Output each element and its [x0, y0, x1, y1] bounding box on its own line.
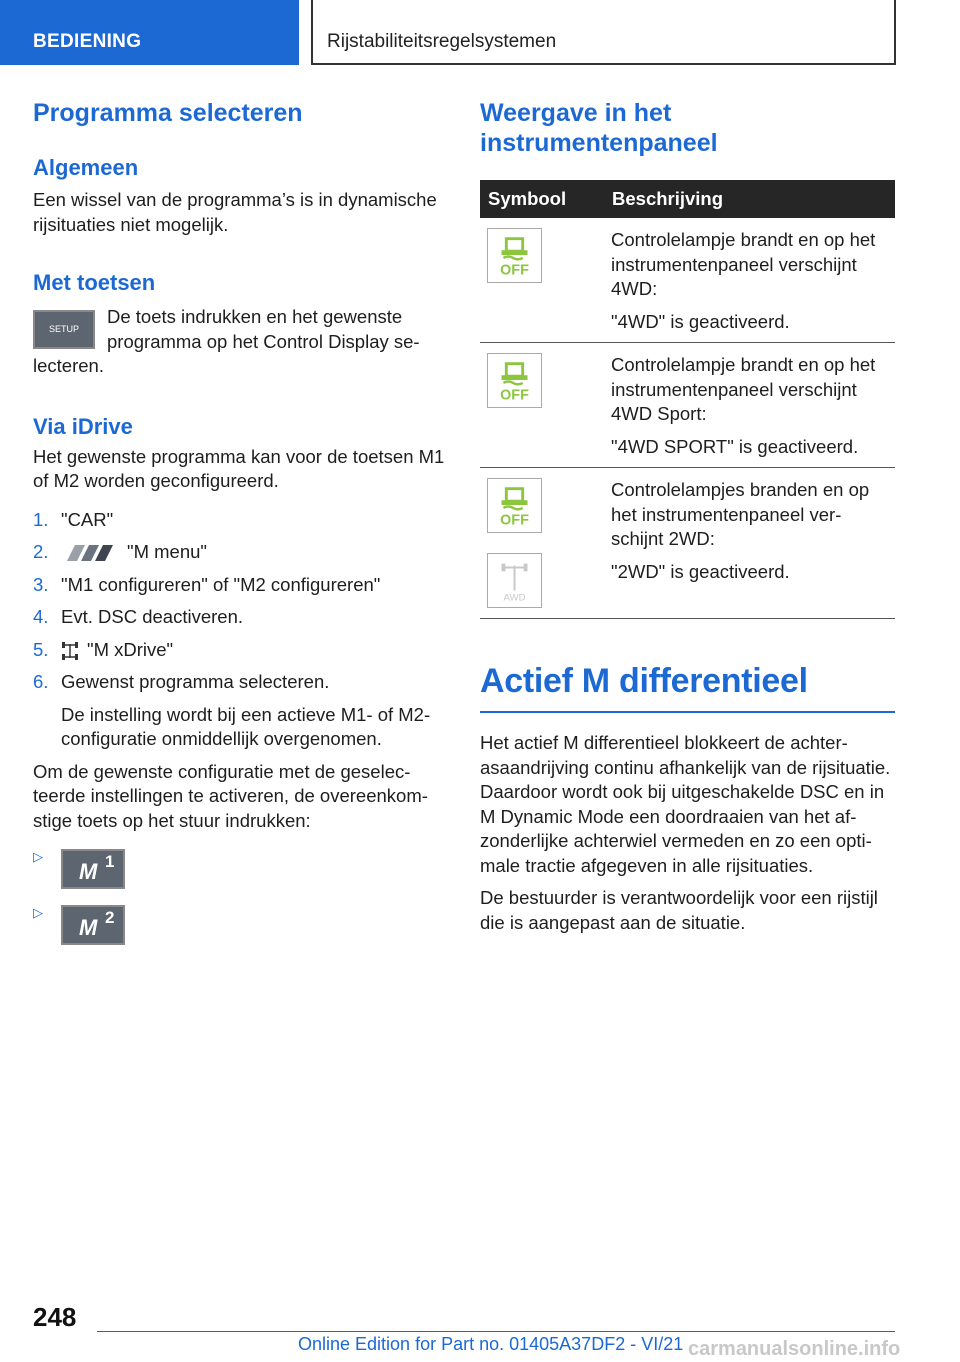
xdrive-icon [61, 641, 79, 661]
svg-text:OFF: OFF [500, 387, 529, 404]
dsc-off-warning-icon [487, 353, 542, 408]
after-text: Om de gewenste configuratie met de geselec‐teerde instellingen te activeren, de overeenkom‐stige toets op het stuur indrukken: [33, 760, 428, 831]
bullet-triangle-icon: ▷ [33, 849, 43, 864]
section-title-display: Weergave in het instrumentenpaneel [480, 99, 718, 157]
step-item: 6. Gewenst programma selecteren. De instelling wordt bij een actieve M1- of M2-configuratie onmiddellijk overgenomen. [33, 670, 448, 752]
table-row [480, 343, 895, 468]
dsc-off-warning-icon [487, 228, 542, 283]
watermark: carmanualsonline.info [688, 1338, 901, 1360]
general-text: Een wissel van de programma’s is in dynamische rijsituaties niet mogelijk. [33, 189, 437, 235]
table-row [480, 468, 895, 619]
row-status: "2WD" is geactiveerd. [611, 560, 790, 582]
step-item: 2. "M menu" [33, 541, 207, 562]
m2-button-icon: M 2 [61, 905, 125, 945]
step-item: 3. "M1 configureren" of "M2 configureren" [33, 573, 381, 595]
col-description: Beschrijving [604, 180, 895, 218]
chapter-label: Rijstabiliteitsregelsystemen [327, 31, 557, 52]
svg-text:OFF: OFF [500, 262, 529, 279]
bullet-m2 [33, 905, 448, 945]
m1-button-icon: M 1 [61, 849, 125, 889]
bullet-triangle-icon: ▷ [33, 905, 43, 920]
dsc-off-warning-icon [487, 478, 542, 533]
svg-text:AWD: AWD [503, 592, 526, 604]
table-header [480, 180, 895, 218]
differential-text: Het actief M differentieel blokkeert de achter‐asaandrijving continu afhankelijk van de rijsituatie. Daardoor wordt ook bij uitgeschakelde DSC en in M Dynamic Mode een doordraaien van het af‐zonderlijke achterwiel vermeden en zo een opti‐male tractie afgegeven in alle rijsituaties. [480, 732, 891, 876]
chapter-tab [311, 0, 896, 65]
row-status: "4WD" is geactiveerd. [611, 310, 790, 332]
svg-text:OFF: OFF [500, 512, 529, 529]
m-stripes-icon [61, 543, 117, 563]
right-column [480, 98, 895, 935]
step-item: 1. "CAR" [33, 508, 114, 530]
page-number: 248 [33, 1302, 77, 1332]
heading-idrive: Via iDrive [33, 413, 133, 439]
section-title-program: Programma selecteren [33, 99, 303, 127]
keys-block [33, 305, 448, 379]
step-item: 4. Evt. DSC deactiveren. [33, 606, 243, 627]
m-buttons [33, 849, 448, 945]
section-title-differential: Actief M differentieel [480, 661, 895, 713]
bullet-m1 [33, 849, 448, 889]
idrive-text: Het gewenste programma kan voor de toetsen M1 of M2 worden geconfigureerd. [33, 445, 445, 491]
keys-text: De toets indrukken en het gewenste programma op het Control Display se‐lecteren. [33, 306, 420, 376]
steps-list [33, 508, 448, 752]
step-note: De instelling wordt bij een actieve M1- of M2-configuratie onmiddellijk overgenomen. [61, 703, 431, 749]
row-status: "4WD SPORT" is geactiveerd. [611, 435, 859, 457]
left-column [33, 98, 448, 961]
row-description: Controlelampje brandt en op het instrumentenpaneel verschijnt 4WD Sport: [611, 354, 876, 424]
table-row [480, 218, 895, 343]
step-item: 5. "M xDrive" [33, 638, 174, 660]
edition-text: Online Edition for Part no. 01405A37DF2 - VI/21 [298, 1334, 684, 1354]
awd-drivetrain-icon [487, 553, 542, 608]
section-label: BEDIENING [33, 31, 142, 52]
footer-rule [97, 1331, 895, 1332]
heading-keys: Met toetsen [33, 270, 156, 295]
symbol-table [480, 180, 895, 619]
row-description: Controlelampje brandt en op het instrumentenpaneel verschijnt 4WD: [611, 229, 876, 299]
row-description: Controlelampjes branden en op het instrumentenpaneel ver‐schijnt 2WD: [611, 479, 870, 549]
setup-key-icon: SETUP [33, 310, 95, 349]
col-symbol: Symbool [480, 180, 604, 218]
driver-responsibility-text: De bestuurder is verantwoordelijk voor een rijstijl die is aangepast aan de situatie. [480, 887, 878, 933]
section-tab [0, 0, 299, 65]
heading-general: Algemeen [33, 155, 139, 180]
